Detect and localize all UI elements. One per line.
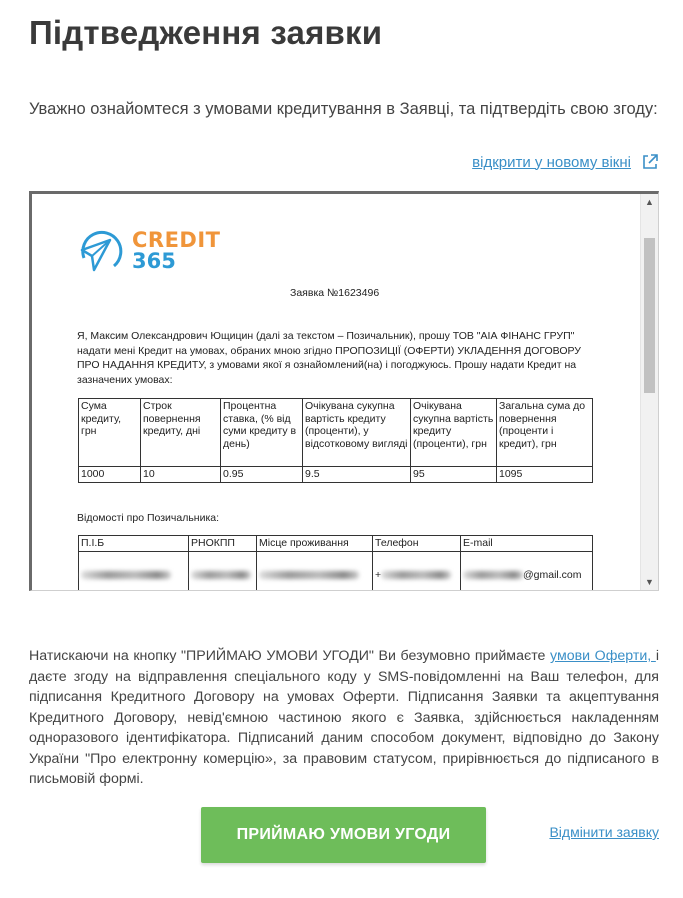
- application-number: Заявка №1623496: [290, 287, 380, 299]
- credit365-logo: [76, 226, 221, 276]
- table-cell: 9.5: [303, 467, 411, 483]
- phone-prefix: +: [375, 568, 382, 581]
- borrower-info-label: Відомості про Позичальника:: [77, 512, 220, 524]
- table-header-cell: Сума кредиту, грн: [79, 399, 141, 467]
- page-title: Підтведження заявки: [29, 14, 383, 51]
- table-header-cell: Процентна ставка, (% від суми кредиту в день): [221, 399, 303, 467]
- table-header-cell: П.І.Б: [79, 536, 189, 552]
- table-cell-address-redacted: [257, 551, 373, 590]
- borrower-table: [78, 535, 593, 590]
- table-header-cell: Загальна сума до повернення (проценти і кредит), грн: [497, 399, 593, 467]
- table-cell: 1095: [497, 467, 593, 483]
- scroll-up-arrow-icon[interactable]: ▲: [645, 197, 654, 207]
- table-cell: 0.95: [221, 467, 303, 483]
- terms-part1: Натискаючи на кнопку "ПРИЙМАЮ УМОВИ УГОДИ" Ви безумовно приймаєте: [29, 648, 551, 664]
- open-new-window-link[interactable]: відкрити у новому вікні: [472, 153, 631, 171]
- table-header-cell: Місце проживання: [257, 536, 373, 552]
- paper-plane-icon: [76, 226, 126, 276]
- table-header-cell: Телефон: [373, 536, 461, 552]
- email-suffix: @gmail.com: [523, 568, 582, 581]
- scroll-thumb[interactable]: [644, 238, 655, 393]
- table-cell: 10: [141, 467, 221, 483]
- document-scrollbar[interactable]: [640, 194, 658, 590]
- table-cell-phone: [373, 551, 461, 590]
- table-cell: 95: [411, 467, 497, 483]
- table-cell-name-redacted: [79, 551, 189, 590]
- table-cell-email: [461, 551, 593, 590]
- table-header-cell: Очікувана сукупна вартість кредиту (проценти), у відсотковому вигляді: [303, 399, 411, 467]
- table-header-cell: Очікувана сукупна вартість кредиту (проценти), грн: [411, 399, 497, 467]
- application-text: Я, Максим Олександрович Ющицин (далі за текстом – Позичальник), прошу ТОВ "АІА ФІНАНС ГРУП" надати мені Кредит на умовах, обраних мною згідно ПРОПОЗИЦІЇ (ОФЕРТИ) УКЛАДЕННЯ ДОГОВОРУ ПРО НАДАННЯ КРЕДИТУ, з умовами якої я ознайомлений(на) і погоджуюсь. Прошу надати Кредит на зазначених умовах:: [77, 330, 581, 386]
- table-header-cell: РНОКПП: [189, 536, 257, 552]
- table-header-cell: E-mail: [461, 536, 593, 552]
- external-link-icon[interactable]: [641, 153, 659, 171]
- accept-terms-button[interactable]: ПРИЙМАЮ УМОВИ УГОДИ: [201, 807, 486, 863]
- table-cell-tax-id-redacted: [189, 551, 257, 590]
- terms-text: [29, 646, 659, 790]
- table-header-cell: Строк повернення кредиту, дні: [141, 399, 221, 467]
- open-new-window[interactable]: [472, 153, 659, 171]
- terms-part2: і даєте згоду на відправлення спеціального коду у SMS-повідомленні на Ваш телефон, для підписання Кредитного Договору на умовах Оферти. Підписання Заявки та акцептування Кредитного Договору, невід'ємною частиною якого є Заявка, здійснюється накладенням одноразового ідентифікатора. Підписаний даним способом документ, відповідно до Закону України "Про електронну комерцію», за правовим статусом, прирівнюється до підписаного в письмовій формі.: [29, 648, 659, 787]
- loan-terms-table: [78, 398, 593, 483]
- table-cell: 1000: [79, 467, 141, 483]
- offer-terms-link[interactable]: умови Оферти,: [550, 648, 656, 664]
- cancel-application-link[interactable]: Відмінити заявку: [549, 824, 659, 840]
- logo-text-365: 365: [132, 249, 176, 273]
- document-content: [32, 194, 640, 590]
- logo-text-credit: CREDIT: [132, 228, 221, 252]
- document-preview-frame[interactable]: [29, 191, 659, 591]
- intro-text: Уважно ознайомтеся з умовами кредитування в Заявці, та підтвердіть свою згоду:: [29, 100, 658, 118]
- scroll-down-arrow-icon[interactable]: ▼: [645, 577, 654, 587]
